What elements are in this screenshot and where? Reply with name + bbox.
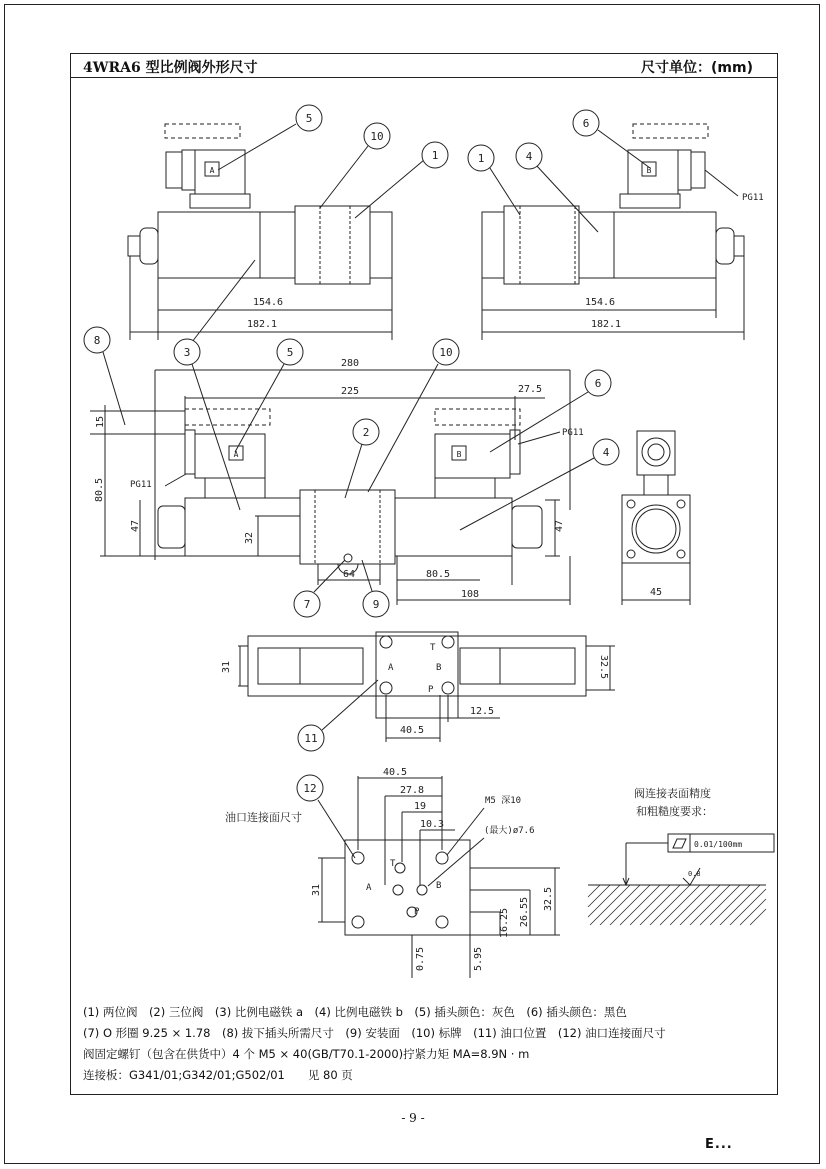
dim-5-95: 5.95 [473, 946, 484, 972]
pg11-label-left: PG11 [130, 480, 152, 490]
interface-view [225, 767, 560, 978]
page-title: 4WRA6 型比例阀外形尺寸 [83, 60, 258, 76]
surface-line-1: 阀连接表面精度 [634, 787, 711, 800]
dim-154-6-right: 154.6 [584, 297, 616, 308]
callout-label: 7 [303, 598, 311, 611]
port-a-plan: A [388, 663, 394, 673]
callout-label: 10 [370, 130, 384, 143]
coil-label-a-front: A [233, 450, 239, 459]
dim-10-3: 10.3 [419, 819, 445, 830]
dim-47-left: 47 [130, 519, 141, 533]
callout-label: 4 [525, 150, 533, 163]
callout-label: 12 [303, 782, 317, 795]
dim-80-5: 80.5 [94, 477, 105, 503]
note-line: (1) 两位阀 (2) 三位阀 (3) 比例电磁铁 a (4) 比例电磁铁 b (5) 插头颜色：灰色 (6) 插头颜色：黑色 [83, 1005, 627, 1019]
callout-label: 5 [305, 112, 313, 125]
dim-80-5-bottom: 80.5 [425, 569, 451, 580]
note-line: (7) O 形圈 9.25 × 1.78 (8) 拔下插头所需尺寸 (9) 安装面 (10) 标牌 (11) 油口位置 (12) 油口连接面尺寸 [83, 1026, 666, 1040]
dim-27-5: 27.5 [517, 384, 543, 395]
dim-182-1-right: 182.1 [590, 319, 622, 330]
port-b-plan: B [436, 663, 442, 673]
dim-154-6-left: 154.6 [252, 297, 284, 308]
flatness-value: 0.01/100mm [694, 840, 743, 849]
dim-19: 19 [413, 801, 427, 812]
pg11-label-top: PG11 [742, 193, 764, 203]
callout-label: 9 [372, 598, 380, 611]
callout-label: 1 [431, 149, 439, 162]
dim-32: 32 [244, 531, 255, 545]
port-a-iface: A [366, 883, 372, 893]
callout-label: 8 [93, 334, 101, 347]
brand-logo: E... [705, 1137, 733, 1152]
dim-108: 108 [460, 589, 480, 600]
port-b-iface: B [436, 881, 442, 891]
hatching [588, 885, 766, 925]
pg11-label-right: PG11 [562, 428, 584, 438]
port-t-plan: T [430, 643, 436, 653]
dim-31-iface: 31 [311, 883, 322, 897]
surface-line-2: 和粗糙度要求： [636, 805, 713, 818]
dim-16-25: 16.25 [499, 907, 510, 939]
callout-label: 10 [439, 346, 453, 359]
dim-32-5-iface: 32.5 [543, 886, 554, 912]
note-line: 阀固定螺钉（包含在供货中）4 个 M5 × 40(GB/T70.1-2000)拧紧力矩 MA=8.9N · m [83, 1047, 530, 1061]
note-line: 连接板：G341/01;G342/01;G502/01 见 80 页 [83, 1068, 353, 1082]
top-right-view [468, 110, 764, 340]
callout-label: 6 [582, 117, 590, 130]
interface-label: 油口连接面尺寸 [225, 811, 302, 824]
callout-label: 1 [477, 152, 485, 165]
callout-label: 2 [362, 426, 370, 439]
page-number: - 9 - [401, 1111, 425, 1125]
side-view [622, 431, 690, 605]
dim-280: 280 [340, 358, 360, 369]
dim-40-5-iface: 40.5 [382, 767, 408, 778]
callout-label: 3 [183, 346, 191, 359]
dim-225: 225 [340, 386, 360, 397]
max-bore-label: (最大)ø7.6 [484, 826, 535, 836]
dim-64: 64 [342, 569, 356, 580]
dim-45: 45 [649, 587, 663, 598]
callout-label: 6 [594, 377, 602, 390]
plan-view [221, 632, 615, 751]
units-label: 尺寸单位：(mm) [641, 60, 753, 76]
coil-label-a: A [209, 166, 215, 175]
callout-label: 5 [286, 346, 294, 359]
surface-requirement [588, 786, 774, 925]
callout-label: 4 [602, 446, 610, 459]
dim-27-8: 27.8 [399, 785, 425, 796]
m5-label: M5 深10 [485, 796, 522, 806]
roughness-value: 0.8 [688, 870, 701, 878]
coil-label-b: B [646, 166, 652, 175]
dim-26-55: 26.55 [519, 896, 530, 928]
coil-label-b-front: B [456, 450, 462, 459]
dim-15: 15 [95, 415, 106, 429]
dim-32-5-plan: 32.5 [598, 654, 609, 680]
port-p-plan: P [428, 685, 434, 695]
dim-47-right: 47 [554, 519, 565, 533]
port-p-iface: P [414, 907, 420, 917]
dim-0-75: 0.75 [415, 946, 426, 972]
dim-31-plan: 31 [221, 660, 232, 674]
dim-12-5-plan: 12.5 [469, 706, 495, 717]
dim-40-5-plan: 40.5 [399, 725, 425, 736]
front-view [84, 327, 619, 617]
top-left-view [128, 105, 448, 342]
callout-label: 11 [304, 732, 318, 745]
port-t-iface: T [390, 859, 396, 869]
dim-182-1-left: 182.1 [246, 319, 278, 330]
